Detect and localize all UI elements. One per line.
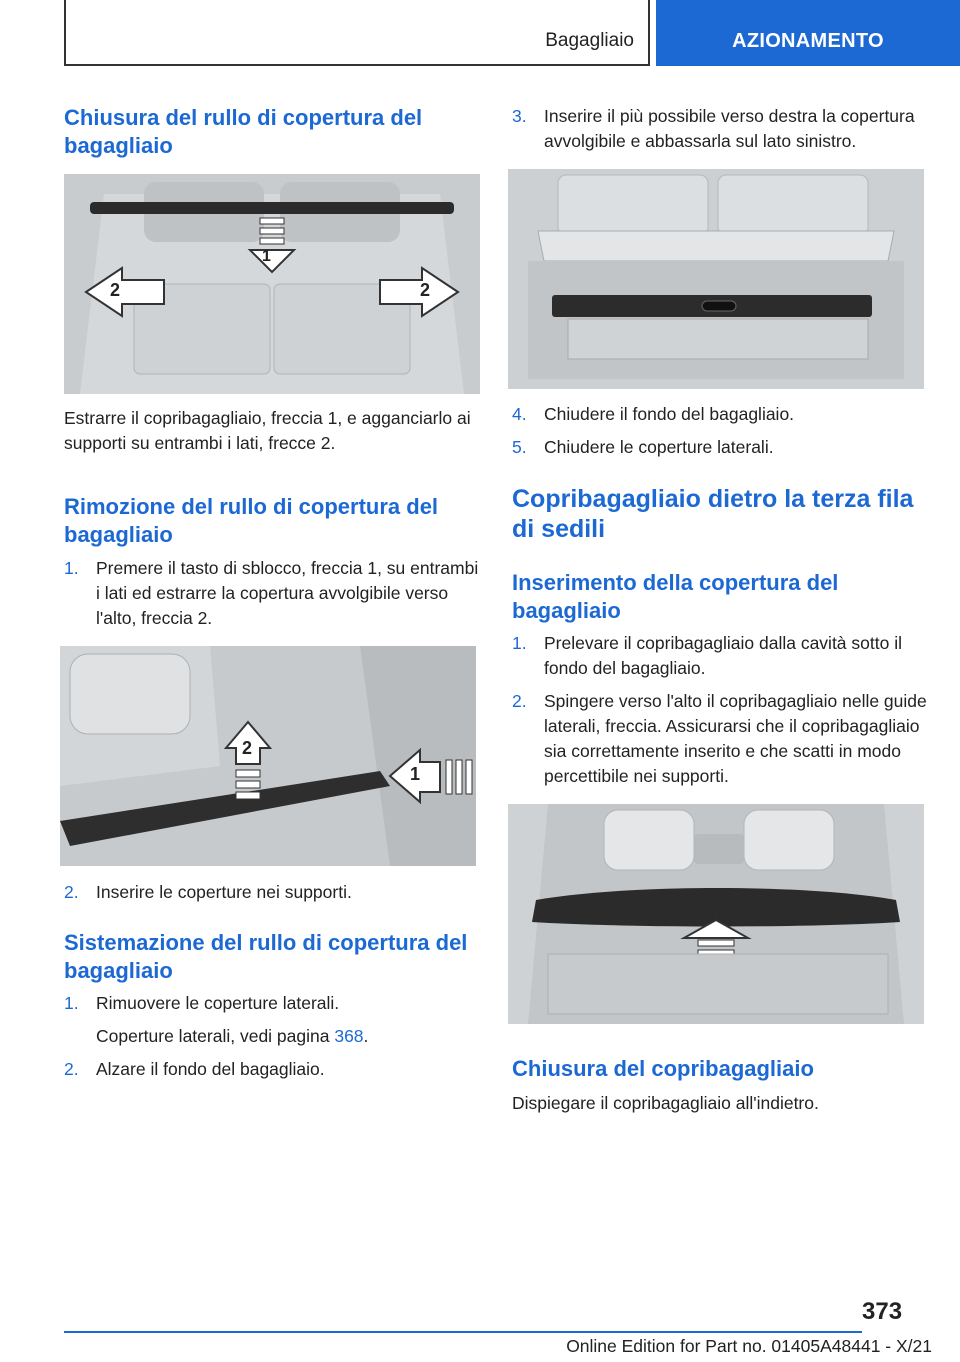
list-storage-step-3	[512, 104, 928, 154]
note-suffix: .	[363, 1026, 369, 1046]
list-item	[64, 991, 484, 1016]
step-number: 5.	[512, 437, 527, 457]
list-item	[64, 556, 484, 631]
chapter-heading-third-row: Copribagagliaio dietro la terza fila di sedili	[512, 485, 914, 543]
cross-reference-note	[64, 1024, 484, 1049]
section-heading-removal: Rimozione del rullo di copertura del bagagliaio	[64, 494, 439, 547]
figure-arrow-label-1: 1	[262, 248, 271, 265]
section-heading-cover-closing: Chiusura del copribagagliaio	[512, 1056, 814, 1081]
section-title: Bagagliaio	[545, 30, 634, 51]
list-item	[64, 1057, 484, 1082]
figure-arrow-label-2: 2	[242, 738, 253, 758]
section-heading-storage: Sistemazione del rullo di copertura del bagagliaio	[64, 930, 468, 983]
list-removal-step-2	[64, 880, 484, 905]
note-text: Coperture laterali, vedi pagina	[96, 1026, 335, 1046]
step-number: 4.	[512, 404, 527, 424]
step-text: Spingere verso l'alto il copribagagliaio nelle guide laterali, freccia. Assicurarsi che il copribagagliaio sia correttamente inserito e che scatti in modo percettibile nei supporti.	[544, 691, 927, 786]
list-item	[512, 689, 928, 789]
paragraph-closing-instructions: Estrarre il copribagagliaio, freccia 1, e agganciarlo ai supporti su entrambi i lati, frecce 2.	[64, 408, 471, 453]
figure-cargo-cover-closing	[64, 174, 480, 394]
step-number: 1.	[512, 633, 527, 653]
list-insertion-steps	[512, 631, 928, 789]
list-item	[512, 435, 928, 460]
step-text: Alzare il fondo del bagagliaio.	[96, 1059, 325, 1079]
section-heading-closing-roller: Chiusura del rullo di copertura del bagagliaio	[64, 105, 423, 158]
step-number: 2.	[512, 691, 527, 711]
step-text: Prelevare il copribagagliaio dalla cavità sotto il fondo del bagagliaio.	[544, 633, 902, 678]
footer-divider	[64, 1331, 862, 1333]
step-number: 2.	[64, 882, 79, 902]
list-item	[512, 402, 928, 427]
step-text: Premere il tasto di sblocco, freccia 1, su entrambi i lati ed estrarre la copertura avvolgibile verso l'alto, freccia 2.	[96, 558, 479, 628]
figure-arrow-label-2-right: 2	[420, 280, 431, 300]
page-number: 373	[862, 1298, 903, 1325]
list-removal-step-1	[64, 556, 484, 631]
step-text: Inserire il più possibile verso destra la copertura avvolgibile e abbassarla sul lato sinistro.	[544, 106, 915, 151]
list-item	[512, 104, 928, 154]
chapter-tab: AZIONAMENTO	[656, 0, 960, 66]
list-storage-steps-4-5	[512, 402, 928, 460]
page-link-368[interactable]: 368	[334, 1026, 364, 1046]
figure-arrow-label-2-left: 2	[110, 280, 121, 300]
list-item	[64, 880, 484, 905]
step-number: 3.	[512, 106, 527, 126]
figure-arrow-label-1: 1	[410, 764, 421, 784]
header-frame	[64, 0, 650, 66]
step-text: Inserire le coperture nei supporti.	[96, 882, 352, 902]
step-text: Chiudere le coperture laterali.	[544, 437, 774, 457]
section-heading-insertion: Inserimento della copertura del bagagliaio	[512, 570, 839, 623]
step-number: 1.	[64, 993, 79, 1013]
footer-edition: Online Edition for Part no. 01405A48441 - X/21	[566, 1336, 932, 1356]
figure-third-row-cover	[508, 804, 924, 1024]
step-text: Chiudere il fondo del bagagliaio.	[544, 404, 795, 424]
list-item	[512, 631, 928, 681]
step-text: Rimuovere le coperture laterali.	[96, 993, 340, 1013]
step-number: 1.	[64, 558, 79, 578]
figure-roller-removal	[60, 646, 476, 866]
step-number: 2.	[64, 1059, 79, 1079]
list-storage-steps	[64, 991, 484, 1082]
paragraph-cover-closing: Dispiegare il copribagagliaio all'indietro.	[512, 1093, 819, 1113]
figure-roller-insertion	[508, 169, 924, 389]
